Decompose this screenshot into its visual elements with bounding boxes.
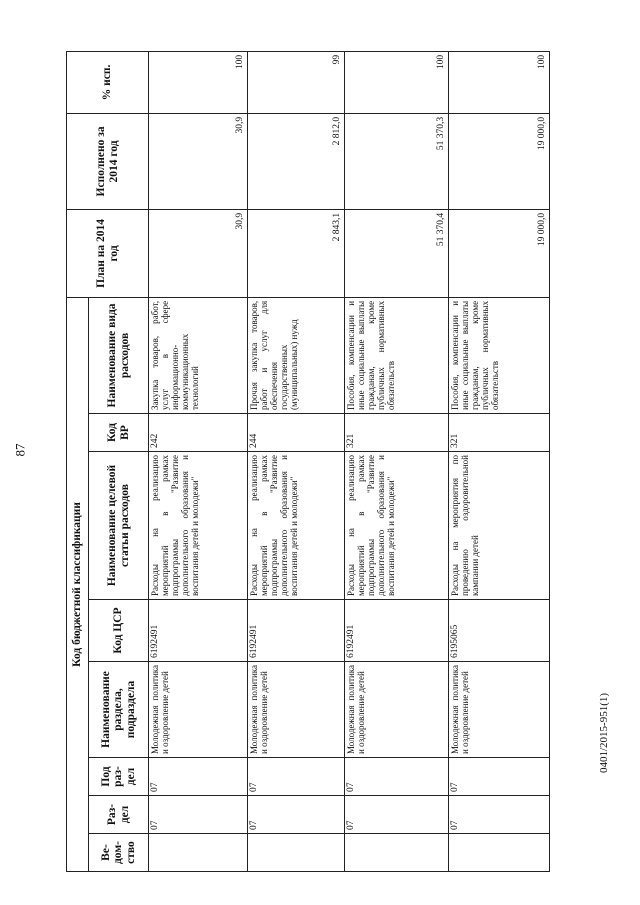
cell-vr-name: Закупка товаров, работ, услуг в сфере информационно-коммуникационных технологий bbox=[149, 297, 248, 413]
cell-podrazdel: 07 bbox=[149, 758, 248, 796]
rotated-page-content bbox=[66, 52, 550, 872]
cell-vedomstvo bbox=[344, 834, 448, 872]
cell-podrazdel: 07 bbox=[248, 758, 345, 796]
header-csr: Код ЦСР bbox=[89, 600, 149, 662]
document-code: 0401/2015-951(1) bbox=[598, 692, 610, 773]
header-section-name: Наименование раздела, подраздела bbox=[89, 662, 149, 758]
cell-percent: 100 bbox=[448, 51, 549, 113]
cell-razdel: 07 bbox=[149, 796, 248, 834]
cell-podrazdel: 07 bbox=[448, 758, 549, 796]
cell-section-name: Молодежная политика и оздоровление детей bbox=[344, 662, 448, 758]
cell-razdel: 07 bbox=[448, 796, 549, 834]
cell-razdel: 07 bbox=[248, 796, 345, 834]
table-row bbox=[448, 51, 549, 871]
cell-csr: 6192491 bbox=[149, 600, 248, 662]
header-razdel: Раз-дел bbox=[89, 796, 149, 834]
table-row bbox=[149, 51, 248, 871]
page-number: 87 bbox=[12, 443, 28, 457]
cell-vr-name: Пособия, компенсации и иные социальные выплаты гражданам, кроме публичных нормативных обязательств bbox=[344, 297, 448, 413]
header-vr-name: Наименование вида расходов bbox=[89, 297, 149, 413]
cell-plan: 2 843,1 bbox=[248, 209, 345, 297]
cell-percent: 100 bbox=[149, 51, 248, 113]
header-vedomstvo: Ве-дом-ство bbox=[89, 834, 149, 872]
header-csr-name: Наименование целевой статьи расходов bbox=[89, 452, 149, 600]
cell-executed: 2 812,0 bbox=[248, 113, 345, 209]
cell-csr: 6192491 bbox=[344, 600, 448, 662]
cell-executed: 19 000,0 bbox=[448, 113, 549, 209]
cell-csr-name: Расходы на реализацию мероприятий в рамках подпрограммы "Развитие дополнительного образования и воспитания детей и молодежи" bbox=[149, 452, 248, 600]
cell-section-name: Молодежная политика и оздоровление детей bbox=[248, 662, 345, 758]
header-podrazdel: Под раз-дел bbox=[89, 758, 149, 796]
header-executed: Исполнено за 2014 год bbox=[67, 113, 149, 209]
cell-section-name: Молодежная политика и оздоровление детей bbox=[448, 662, 549, 758]
cell-section-name: Молодежная политика и оздоровление детей bbox=[149, 662, 248, 758]
cell-csr: 6192491 bbox=[248, 600, 345, 662]
cell-percent: 99 bbox=[248, 51, 345, 113]
cell-csr-name: Расходы на мероприятия по проведению оздоровительной кампании детей bbox=[448, 452, 549, 600]
cell-razdel: 07 bbox=[344, 796, 448, 834]
cell-vr-name: Прочая закупка товаров, работ и услуг для обеспечения государственных (муниципальных) нужд bbox=[248, 297, 345, 413]
header-percent: % исп. bbox=[67, 51, 149, 113]
cell-plan: 30,9 bbox=[149, 209, 248, 297]
cell-plan: 19 000,0 bbox=[448, 209, 549, 297]
cell-vr: 242 bbox=[149, 414, 248, 452]
cell-vr: 244 bbox=[248, 414, 345, 452]
cell-csr-name: Расходы на реализацию мероприятий в рамках подпрограммы "Развитие дополнительного образования и воспитания детей и молодежи" bbox=[344, 452, 448, 600]
cell-vr-name: Пособия, компенсации и иные социальные выплаты гражданам, кроме публичных нормативных обязательств bbox=[448, 297, 549, 413]
header-budget-classification: Код бюджетной классификации bbox=[67, 297, 89, 871]
cell-podrazdel: 07 bbox=[344, 758, 448, 796]
cell-vedomstvo bbox=[149, 834, 248, 872]
cell-executed: 51 370,3 bbox=[344, 113, 448, 209]
header-plan: План на 2014 год bbox=[67, 209, 149, 297]
cell-plan: 51 370,4 bbox=[344, 209, 448, 297]
cell-vr: 321 bbox=[448, 414, 549, 452]
cell-vedomstvo bbox=[448, 834, 549, 872]
cell-vr: 321 bbox=[344, 414, 448, 452]
cell-executed: 30,9 bbox=[149, 113, 248, 209]
cell-percent: 100 bbox=[344, 51, 448, 113]
table-row bbox=[248, 51, 345, 871]
cell-csr: 6195065 bbox=[448, 600, 549, 662]
header-vr: Код ВР bbox=[89, 414, 149, 452]
table-row bbox=[344, 51, 448, 871]
cell-vedomstvo bbox=[248, 834, 345, 872]
cell-csr-name: Расходы на реализацию мероприятий в рамках подпрограммы "Развитие дополнительного образования и воспитания детей и молодежи" bbox=[248, 452, 345, 600]
budget-table bbox=[66, 51, 550, 872]
